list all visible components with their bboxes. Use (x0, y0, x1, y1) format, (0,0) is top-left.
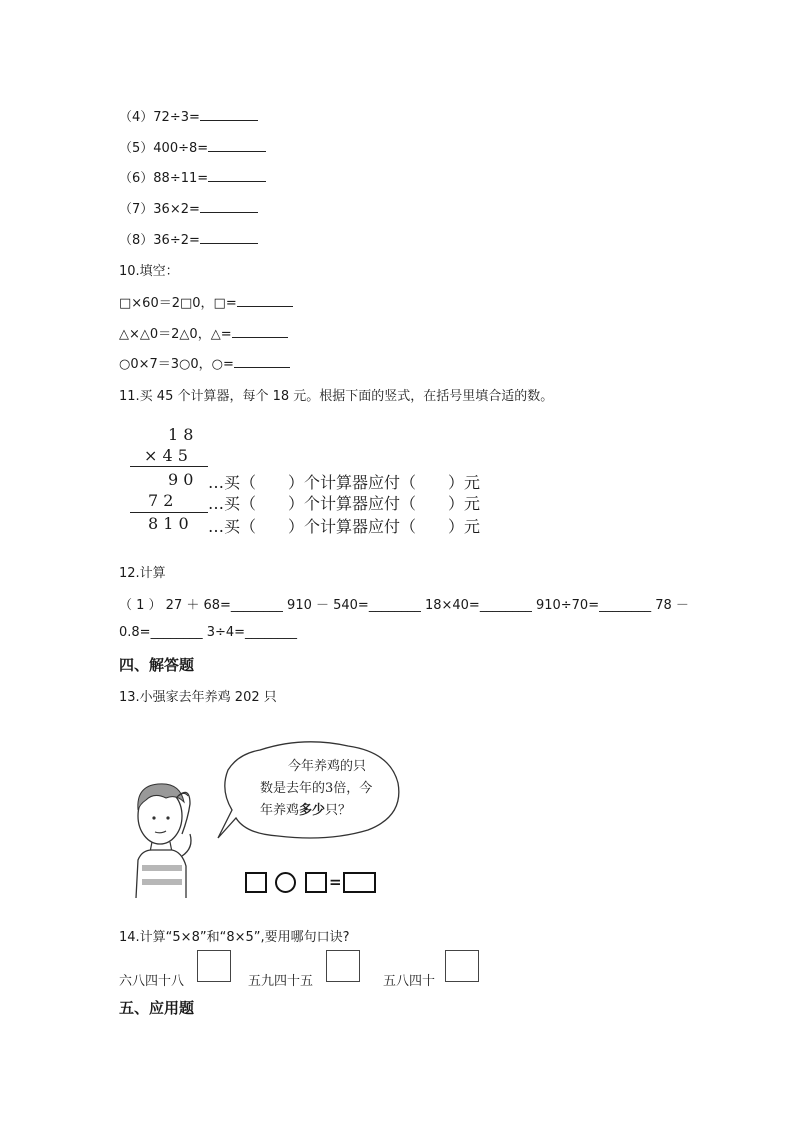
divider-line (130, 512, 208, 513)
bubble-line-3-bold: 多少 (299, 803, 326, 818)
bubble-line-3-start: 年养鸡 (260, 803, 300, 818)
answer-blank[interactable] (200, 231, 258, 244)
bubble-line-1: 今年养鸡的只 (288, 759, 367, 774)
question-6-text: （6）88÷11= (119, 171, 209, 186)
multiplier: × 4 5 (144, 446, 188, 465)
section-5-heading: 五、应用题 (119, 999, 195, 1017)
final-product-note: …买（ ）个计算器应付（ ）元 (208, 517, 481, 536)
equals-sign: = (329, 873, 342, 891)
question-4 (119, 106, 258, 125)
answer-blank[interactable] (234, 355, 290, 368)
answer-blank[interactable] (200, 200, 258, 213)
question-10b (119, 323, 288, 342)
partial-product-1: 9 0 (168, 470, 194, 489)
question-12-row-2: 0.8=________ 3÷4=________ (119, 625, 298, 640)
choice-label: 五八四十 (383, 974, 436, 989)
partial-product-1-note: …买（ ）个计算器应付（ ）元 (208, 473, 481, 492)
choice-box[interactable] (445, 950, 479, 982)
question-7 (119, 198, 258, 217)
partial-product-2-note: …买（ ）个计算器应付（ ）元 (208, 494, 481, 513)
operator-circle[interactable] (275, 872, 296, 893)
choice-option[interactable] (119, 950, 239, 989)
question-10b-text: △×△0＝2△0，△= (119, 327, 232, 342)
answer-blank[interactable] (208, 169, 266, 182)
answer-box[interactable] (245, 872, 267, 893)
speech-bubble-text (260, 756, 372, 822)
question-12-title: 12.计算 (119, 566, 166, 581)
question-4-text: （4）72÷3= (119, 110, 200, 125)
answer-blank[interactable] (200, 108, 258, 121)
question-5-text: （5）400÷8= (119, 141, 209, 156)
vertical-multiplication (120, 420, 540, 540)
answer-blank[interactable] (232, 325, 288, 338)
question-5 (119, 137, 266, 156)
question-11-title: 11.买 45 个计算器，每个 18 元。根据下面的竖式，在括号里填合适的数。 (119, 389, 554, 404)
choice-label: 五九四十五 (248, 974, 314, 989)
question-14-title: 14.计算“5×8”和“8×5”,要用哪句口诀? (119, 930, 350, 945)
choice-label: 六八四十八 (119, 974, 185, 989)
question-10c (119, 353, 290, 372)
section-4-heading: 四、解答题 (119, 656, 195, 674)
choice-box[interactable] (197, 950, 231, 982)
partial-product-2: 7 2 (148, 491, 174, 510)
divider-line (130, 466, 208, 467)
question-8 (119, 229, 258, 248)
choice-box[interactable] (326, 950, 360, 982)
answer-box[interactable] (305, 872, 327, 893)
equation-boxes (245, 871, 380, 893)
bubble-line-3-end: 只？ (325, 803, 352, 818)
answer-blank[interactable] (237, 294, 293, 307)
question-8-text: （8）36÷2= (119, 233, 200, 248)
choice-option[interactable] (248, 950, 368, 989)
bubble-line-2: 数是去年的3倍，今 (260, 781, 373, 796)
question-10c-text: ○0×7＝3○0，○= (119, 357, 234, 372)
final-product: 8 1 0 (148, 514, 189, 533)
question-7-text: （7）36×2= (119, 202, 200, 217)
question-10a (119, 292, 293, 311)
question-10-title: 10.填空： (119, 264, 179, 279)
question-6 (119, 167, 266, 186)
question-13-title: 13.小强家去年养鸡 202 只 (119, 690, 277, 705)
choice-option[interactable] (383, 950, 503, 989)
bubble-line-3 (260, 800, 372, 822)
multiplicand: 1 8 (168, 425, 194, 444)
result-box[interactable] (343, 872, 376, 893)
question-12-row-1: （ 1 ） 27 ＋ 68=________ 910 － 540=________ 18×40=________ 910÷70=________ 78 － (119, 598, 689, 613)
question-10a-text: □×60＝2□0，□= (119, 296, 237, 311)
answer-blank[interactable] (208, 139, 266, 152)
